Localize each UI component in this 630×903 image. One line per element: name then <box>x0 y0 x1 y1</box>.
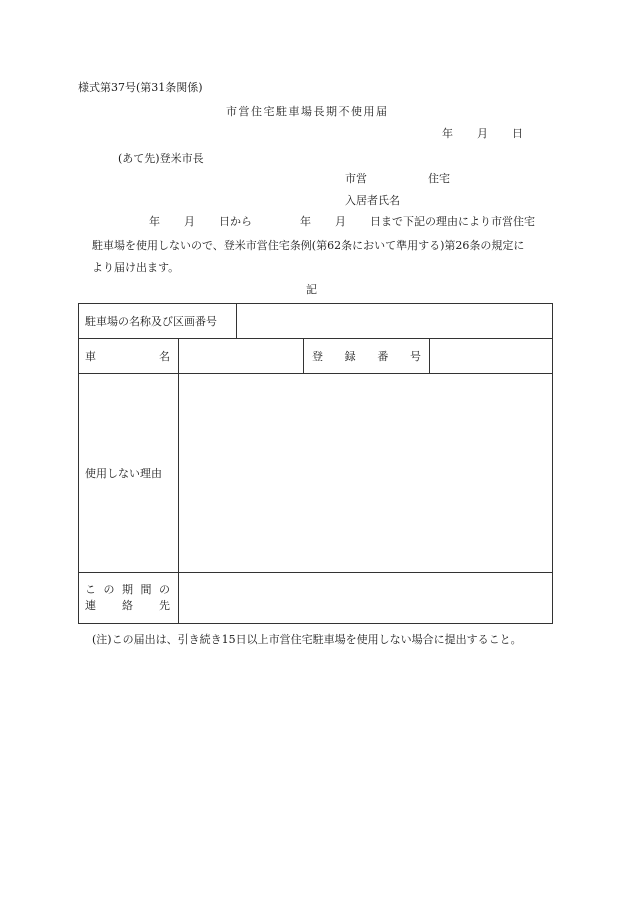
car-name-char-2: 名 <box>159 350 170 363</box>
contact-l1-c1: こ <box>85 583 96 596</box>
details-table <box>78 303 553 624</box>
reg-char-4: 号 <box>409 350 421 363</box>
period-year2: 年 <box>300 215 311 228</box>
parking-input[interactable] <box>237 304 553 339</box>
contact-l1-c2: の <box>103 583 115 596</box>
form-number: 様式第37号(第31条関係) <box>78 81 203 94</box>
car-name-input[interactable] <box>179 339 304 374</box>
reg-char-3: 番 <box>377 350 389 363</box>
contact-l1-c5: の <box>159 583 170 596</box>
footnote: (注)この届出は、引き続き15日以上市営住宅駐車場を使用しない場合に提出すること。 <box>92 633 522 646</box>
date-month-label: 月 <box>477 127 488 140</box>
period-day1: 日から <box>219 215 252 228</box>
period-month1: 月 <box>184 215 195 228</box>
period-day2: 日まで下記の理由により市営住宅 <box>370 215 535 228</box>
contact-label-cell <box>79 573 179 624</box>
contact-input[interactable] <box>179 573 553 624</box>
contact-row <box>79 573 553 624</box>
period-month2: 月 <box>335 215 346 228</box>
date-day-label: 日 <box>512 127 523 140</box>
body-line-2: 駐車場を使用しないので、登米市営住宅条例(第62条において準用する)第26条の規定に <box>92 239 525 252</box>
contact-l2-c1: 連 <box>85 599 96 612</box>
date-year-label: 年 <box>442 127 453 140</box>
reg-number-input[interactable] <box>430 339 553 374</box>
car-name-char-1: 車 <box>85 350 96 363</box>
period-year1: 年 <box>149 215 160 228</box>
resident-name-label: 入居者氏名 <box>345 194 400 207</box>
page-title: 市営住宅駐車場長期不使用届 <box>226 105 389 118</box>
reason-row <box>79 374 553 573</box>
car-name-label-cell <box>79 339 179 374</box>
parking-row <box>79 304 553 339</box>
car-row <box>79 339 553 374</box>
body-line-3: より届け出ます。 <box>92 261 180 274</box>
reason-input[interactable] <box>179 374 553 573</box>
addressee: (あて先)登米市長 <box>118 152 204 165</box>
reg-char-1: 登 <box>312 350 323 363</box>
contact-l2-c2: 絡 <box>122 599 133 612</box>
ki-heading: 記 <box>306 283 317 296</box>
parking-label: 駐車場の名称及び区画番号 <box>79 304 237 339</box>
contact-l2-c3: 先 <box>159 599 170 612</box>
reg-number-label-cell <box>304 339 430 374</box>
contact-l1-c3: 期 <box>122 583 133 596</box>
contact-l1-c4: 間 <box>140 583 152 596</box>
reg-char-2: 録 <box>344 350 356 363</box>
housing-suffix: 住宅 <box>428 172 450 185</box>
reason-label: 使用しない理由 <box>79 374 179 573</box>
housing-prefix: 市営 <box>345 172 367 185</box>
